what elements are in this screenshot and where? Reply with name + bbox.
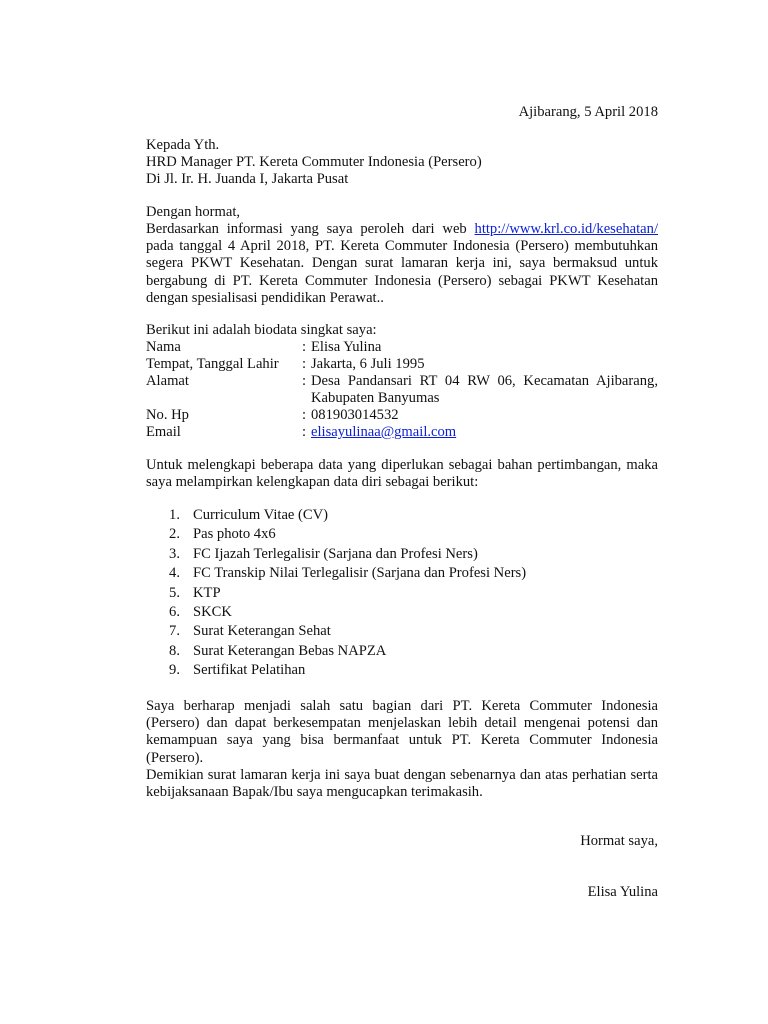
intro-text-2: pada tanggal 4 April 2018, PT. Kereta Commuter Indonesia (Persero) membutuhkan segera PKWT Kesehatan. Dengan surat lamaran kerja ini, saya bermaksud untuk bergabung di PT. Kereta Commuter Indonesia (Persero) sebagai PKWT Kesehatan dengan spesialisasi pendidikan Perawat.. xyxy=(146,238,658,306)
biodata-row-email xyxy=(0,424,768,441)
attachment-number: 5. xyxy=(169,584,180,601)
attachment-item xyxy=(146,507,658,526)
attachment-number: 9. xyxy=(169,662,180,679)
biodata-lead: Berikut ini adalah biodata singkat saya: xyxy=(146,322,377,338)
nama-colon: : xyxy=(302,339,307,355)
attachment-item xyxy=(146,546,658,565)
biodata-row-alamat xyxy=(0,373,768,407)
alamat-label: Alamat xyxy=(146,373,189,389)
biodata-table xyxy=(0,339,768,443)
hp-colon: : xyxy=(302,407,307,423)
attachment-text: Sertifikat Pelatihan xyxy=(193,662,306,679)
intro-text-1: Berdasarkan informasi yang saya peroleh dari web xyxy=(146,221,467,237)
attachment-item xyxy=(146,585,658,604)
email-link[interactable]: elisayulinaa@gmail.com xyxy=(311,424,457,440)
biodata-row-nama xyxy=(0,339,768,356)
attachment-text: Surat Keterangan Sehat xyxy=(193,623,331,640)
attachment-number: 2. xyxy=(169,526,180,543)
attachment-number: 4. xyxy=(169,565,180,582)
attachment-text: SKCK xyxy=(193,603,232,620)
alamat-colon: : xyxy=(302,373,307,389)
attachment-item xyxy=(146,565,658,584)
attachment-item xyxy=(146,526,658,545)
closing-paragraph-2: Demikian surat lamaran kerja ini saya buat dengan sebenarnya dan atas perhatian serta kebijaksanaan Bapak/Ibu saya mengucapkan terimakasih. xyxy=(146,767,658,801)
closing-paragraph-1: Saya berharap menjadi salah satu bagian dari PT. Kereta Commuter Indonesia (Persero) dan dapat berkesempatan menjelaskan lebih detail mengenai potensi dan kemampuan saya yang bisa bermanfaat untuk PT. Kereta Commuter Indonesia (Persero). xyxy=(146,698,658,766)
attachment-number: 3. xyxy=(169,545,180,562)
attachment-item xyxy=(146,623,658,642)
attachment-item xyxy=(146,643,658,662)
intro-paragraph xyxy=(146,221,658,307)
alamat-value: Desa Pandansari RT 04 RW 06, Kecamatan Ajibarang, Kabupaten Banyumas xyxy=(311,373,658,407)
krl-link[interactable]: http://www.krl.co.id/kesehatan/ xyxy=(474,221,658,237)
recipient-line-3: Di Jl. Ir. H. Juanda I, Jakarta Pusat xyxy=(146,171,349,188)
attachments-intro: Untuk melengkapi beberapa data yang diperlukan sebagai bahan pertimbangan, maka saya melampirkan kelengkapan data diri sebagai berikut: xyxy=(146,457,658,491)
attachment-text: Curriculum Vitae (CV) xyxy=(193,507,329,523)
recipient-line-2: HRD Manager PT. Kereta Commuter Indonesia (Persero) xyxy=(146,154,482,171)
biodata-row-ttl xyxy=(0,356,768,373)
hp-label: No. Hp xyxy=(146,407,189,423)
attachment-number: 8. xyxy=(169,642,180,659)
sign-off: Hormat saya, xyxy=(580,833,658,849)
attachment-number: 7. xyxy=(169,623,180,640)
attachment-number: 6. xyxy=(169,603,180,620)
recipient-block xyxy=(146,137,658,189)
attachment-text: Surat Keterangan Bebas NAPZA xyxy=(193,642,387,659)
ttl-label: Tempat, Tanggal Lahir xyxy=(146,356,279,372)
email-label: Email xyxy=(146,424,181,440)
attachment-text: Pas photo 4x6 xyxy=(193,526,276,543)
hp-value: 081903014532 xyxy=(311,407,399,423)
signature-name: Elisa Yulina xyxy=(587,884,658,900)
email-colon: : xyxy=(302,424,307,440)
salutation: Dengan hormat, xyxy=(146,204,241,220)
attachment-item xyxy=(146,604,658,623)
biodata-row-hp xyxy=(0,407,768,424)
attachment-item xyxy=(146,662,658,681)
attachment-text: FC Ijazah Terlegalisir (Sarjana dan Profesi Ners) xyxy=(193,545,478,562)
attachment-text: KTP xyxy=(193,584,221,601)
attachments-list xyxy=(146,507,658,682)
nama-value: Elisa Yulina xyxy=(311,339,382,355)
ttl-value: Jakarta, 6 Juli 1995 xyxy=(311,356,425,372)
ttl-colon: : xyxy=(302,356,307,372)
place-date: Ajibarang, 5 April 2018 xyxy=(518,104,658,120)
nama-label: Nama xyxy=(146,339,181,355)
attachment-text: FC Transkip Nilai Terlegalisir (Sarjana dan Profesi Ners) xyxy=(193,565,527,582)
attachment-number: 1. xyxy=(169,507,180,523)
recipient-line-1: Kepada Yth. xyxy=(146,137,220,153)
